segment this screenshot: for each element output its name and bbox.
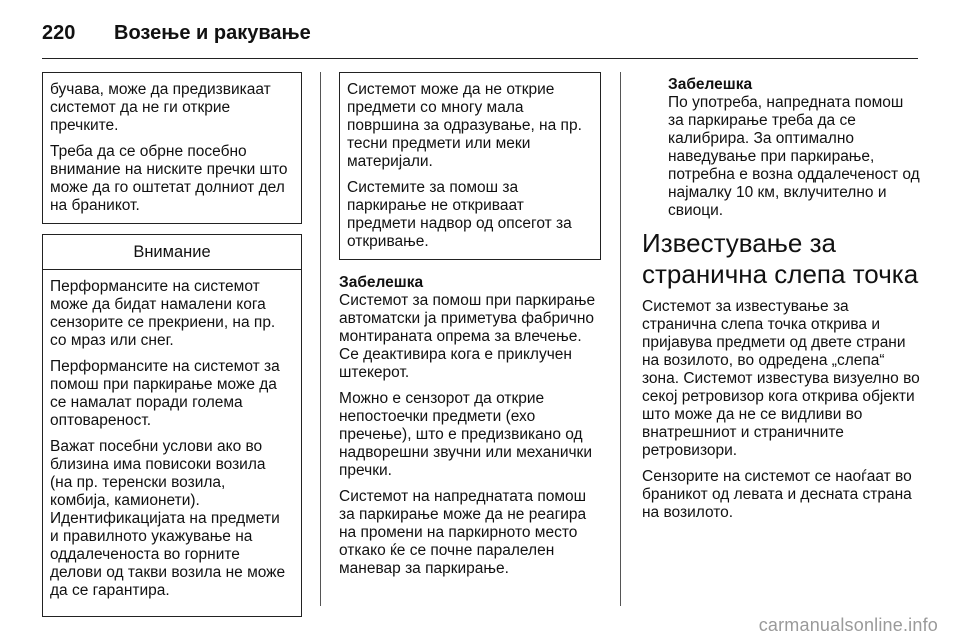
note-label: Забелешка [668, 76, 753, 93]
section-title: Возење и ракување [114, 22, 311, 44]
column-1 [42, 72, 302, 617]
warning-box [42, 234, 302, 617]
note-paragraph: Системот на напреднатата помош за паркирање може да не реагира на промени на паркирното место откако ќе се почне паралелен маневар за паркирање. [339, 488, 587, 577]
column-3 [642, 76, 922, 530]
watermark: carmanualsonline.info [758, 615, 938, 635]
warning-title: Внимание [43, 235, 301, 270]
caution-box [339, 72, 601, 260]
warning-paragraph: Перформансите на системот може да бидат намалени кога сензорите се прекриени, на пр. со мраз или снег. [50, 278, 276, 349]
box-paragraph: бучава, може да предизвикаат системот да не ги открие пречките. [50, 81, 271, 134]
note-block [642, 76, 922, 220]
warning-paragraph: Важат посебни услови ако во близина има повисоки возила (на пр. теренски возила, комбија, камионети). Идентификацијата на предмети и правилното укажување на оддалеченоста во горните делови од такви возила не може да се гарантира. [50, 438, 286, 599]
box-paragraph: Системите за помош за паркирање не откриваат предмети надвор од опсегот за откривање. [347, 179, 572, 250]
note-paragraph: По употреба, напредната помош за паркирање треба да се калибрира. За оптимално наведување при паркирање, потребна е возна оддалеченост од најмалку 10 км, вклучително и свиоци. [668, 94, 920, 219]
note-paragraph: Системот за помош при паркирање автоматски ја приметува фабрично монтираната опрема за влечење. Се деактивира кога е приклучен штекерот. [339, 292, 596, 381]
column-divider-2 [620, 72, 621, 606]
warning-body [43, 270, 301, 616]
page-number: 220 [42, 22, 76, 44]
note-paragraph: Можно е сензорот да открие непостоечки предмети (ехо пречење), што е предизвикано од надворешни звучни или механички пречки. [339, 390, 592, 479]
warning-paragraph: Перформансите на системот за помош при паркирање може да се намалат поради голема оптовареност. [50, 358, 280, 429]
note-label: Забелешка [339, 274, 424, 291]
section-heading: Известување за странична слепа точка [642, 228, 919, 289]
column-2 [339, 72, 601, 586]
body-paragraph: Системот за известување за странична слепа точка открива и пријавува предмети од двете страни на возилото, во одредена „слепа“ зона. Системот известува визуелно во секој ретровизор кога открива објекти што може да не се видливи во внатрешниот и страничните ретровизори. [642, 298, 920, 459]
box-paragraph: Системот може да не открие предмети со многу мала површина за одразување, на пр. тесни предмети или меки материјали. [347, 81, 582, 170]
box-paragraph: Треба да се обрне посебно внимание на ниските пречки што може да го оштетат долниот дел на браникот. [50, 143, 288, 214]
note-block [339, 274, 601, 578]
header-rule [42, 58, 918, 59]
continued-box [42, 72, 302, 224]
body-paragraph: Сензорите на системот се наоѓаат во браникот од левата и десната страна на возилото. [642, 468, 912, 521]
column-divider-1 [320, 72, 321, 606]
page-header [42, 22, 311, 45]
